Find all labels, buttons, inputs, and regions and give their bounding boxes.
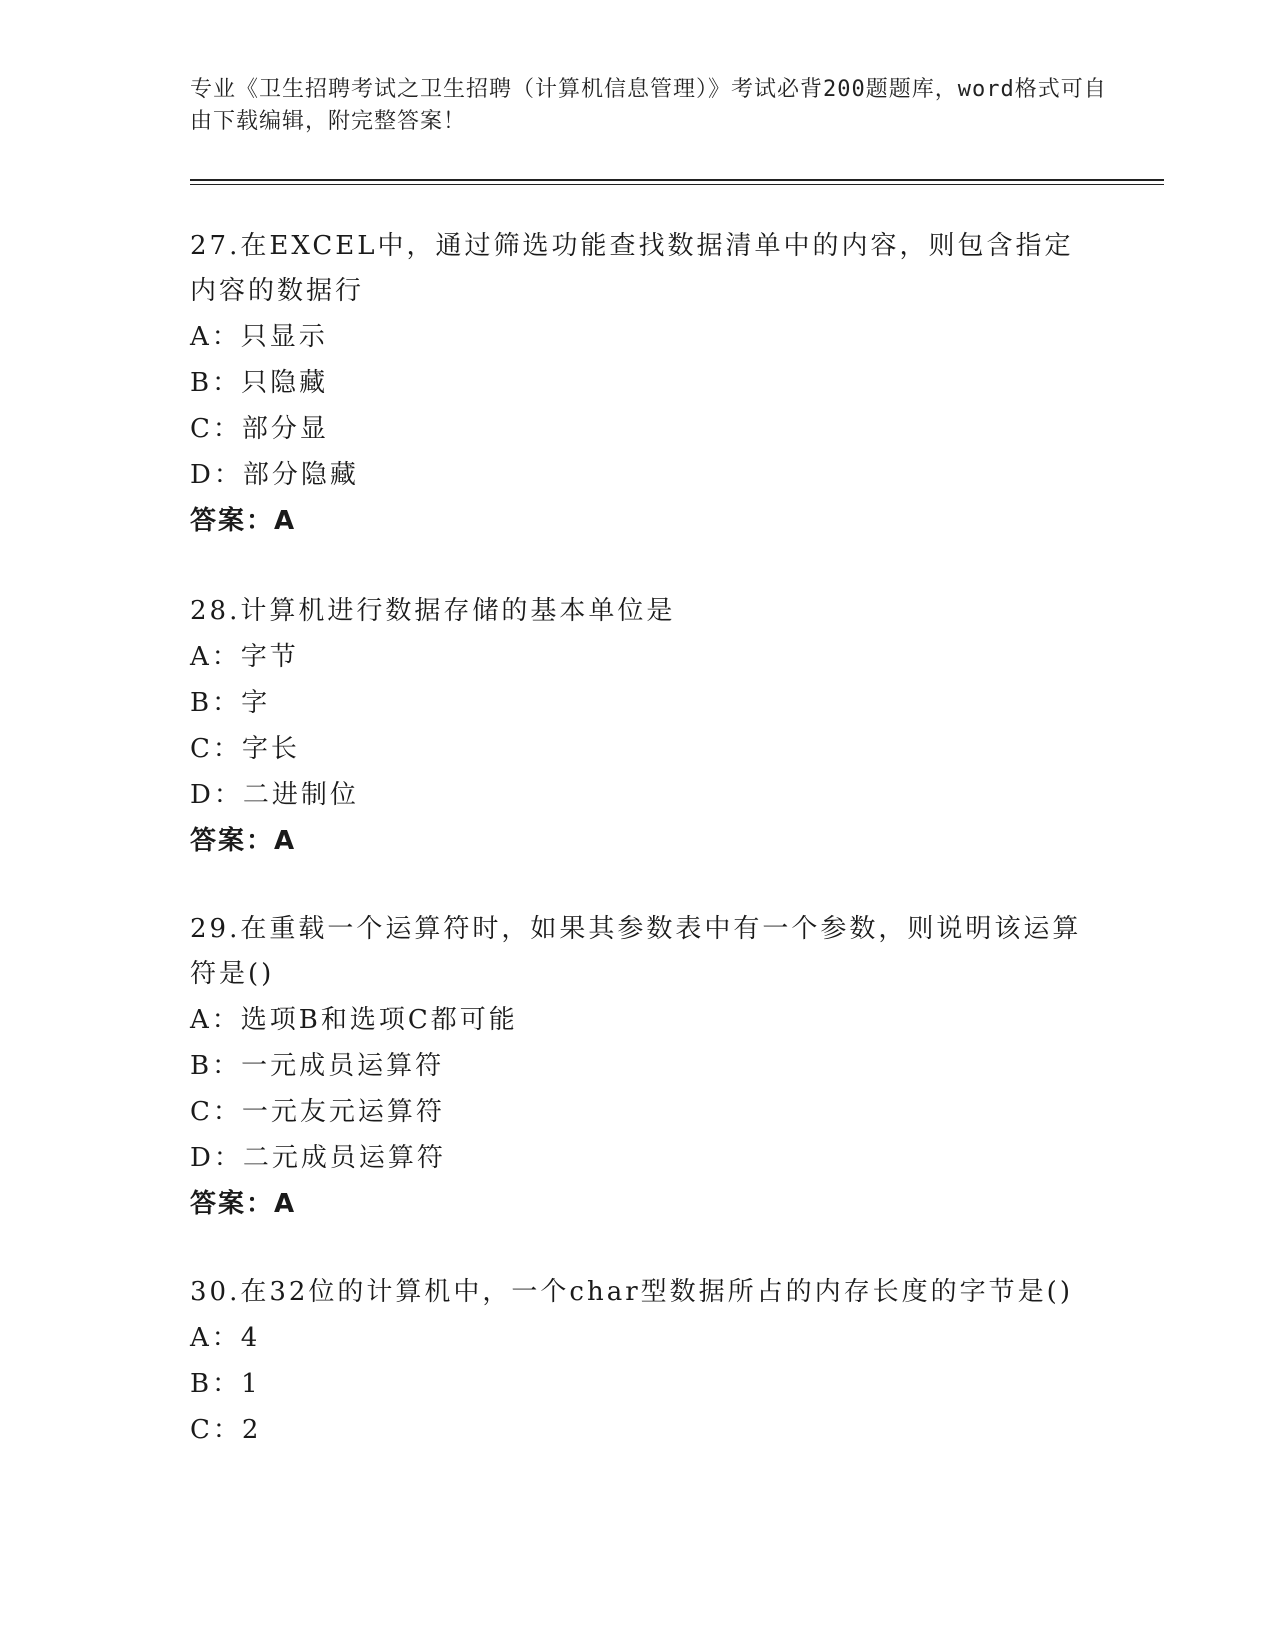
option-b: B：字 bbox=[190, 688, 271, 718]
option-c: C：字长 bbox=[190, 734, 300, 764]
option-d: D：二元成员运算符 bbox=[190, 1143, 446, 1173]
option-c: C：2 bbox=[190, 1415, 262, 1445]
option-b: B：一元成员运算符 bbox=[190, 1051, 445, 1081]
header-divider-thick bbox=[190, 179, 1164, 181]
option-b: B：只隐藏 bbox=[190, 368, 329, 398]
question-text: 28.计算机进行数据存储的基本单位是 bbox=[190, 596, 676, 626]
question-29 bbox=[190, 907, 1090, 1227]
question-text: 30.在32位的计算机中，一个char型数据所占的内存长度的字节是() bbox=[190, 1277, 1073, 1307]
option-b: B：1 bbox=[190, 1369, 261, 1399]
header-divider-thin bbox=[190, 184, 1164, 185]
answer: 答案：A bbox=[190, 1189, 297, 1219]
question-27 bbox=[190, 224, 1090, 544]
option-a: A：只显示 bbox=[190, 322, 328, 352]
answer: 答案：A bbox=[190, 826, 297, 856]
document-header: 专业《卫生招聘考试之卫生招聘（计算机信息管理）》考试必背200题题库，word格式可自由下载编辑，附完整答案！ bbox=[190, 77, 1107, 134]
question-text: 27.在EXCEL中，通过筛选功能查找数据清单中的内容，则包含指定内容的数据行 bbox=[190, 231, 1074, 306]
option-a: A：字节 bbox=[190, 642, 299, 672]
option-a: A：选项B和选项C都可能 bbox=[190, 1005, 518, 1035]
option-d: D：二进制位 bbox=[190, 780, 359, 810]
option-c: C：一元友元运算符 bbox=[190, 1097, 445, 1127]
question-text: 29.在重载一个运算符时，如果其参数表中有一个参数，则说明该运算符是() bbox=[190, 914, 1082, 989]
option-a: A：4 bbox=[190, 1323, 261, 1353]
option-c: C：部分显 bbox=[190, 414, 329, 444]
question-28 bbox=[190, 589, 1090, 864]
option-d: D：部分隐藏 bbox=[190, 460, 359, 490]
question-30 bbox=[190, 1270, 1090, 1453]
answer: 答案：A bbox=[190, 506, 297, 536]
